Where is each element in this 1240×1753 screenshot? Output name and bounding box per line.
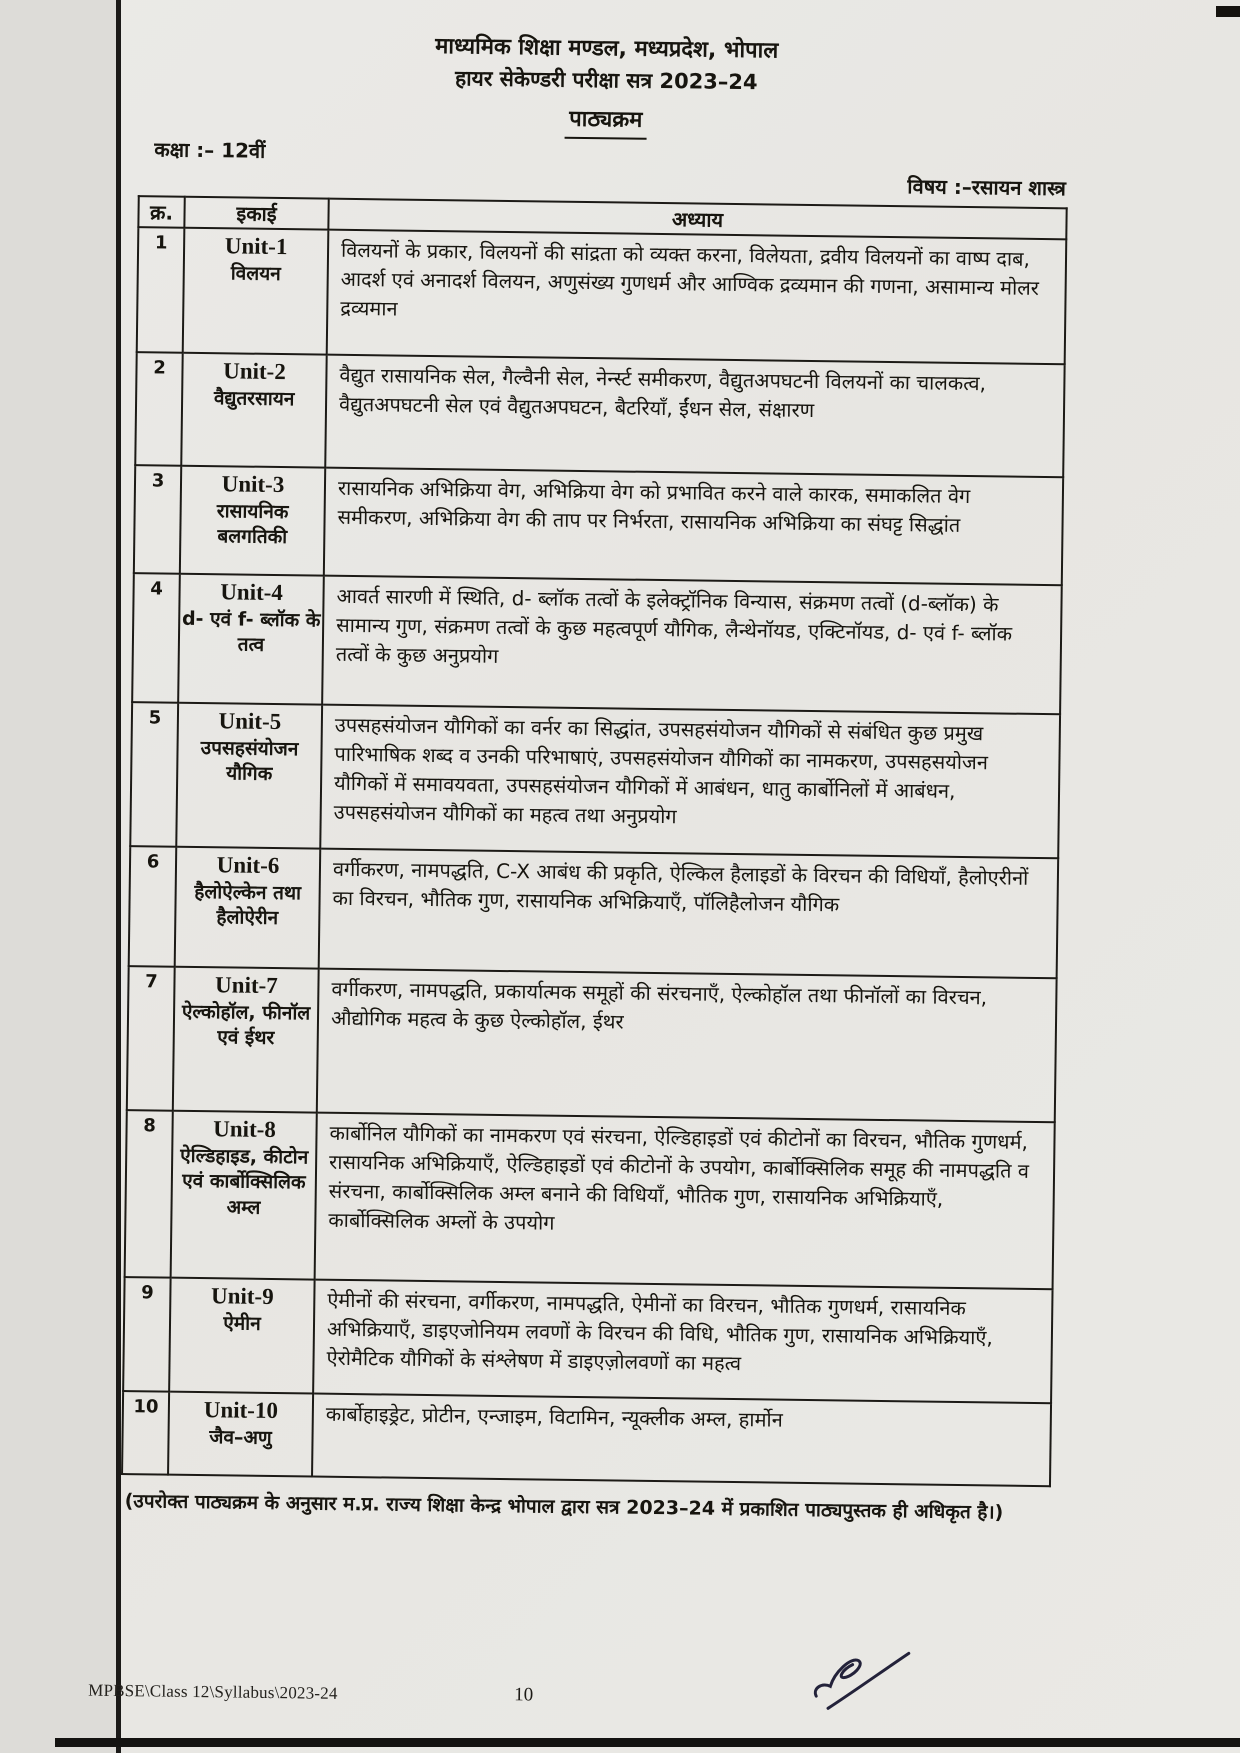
row-serial: 9 [123, 1277, 170, 1392]
row-serial: 7 [127, 966, 175, 1111]
authorization-note: (उपरोक्त पाठ्यक्रम के अनुसार म.प्र. राज्य शिक्षा केन्द्र भोपाल द्वारा सत्र 2023–24 में प्रकाशित पाठ्यपुस्तक ही अधिकृत है।) [124, 1489, 1004, 1524]
board-name: माध्यमिक शिक्षा मण्डल, मध्यप्रदेश, भोपाल [435, 34, 779, 64]
subject-label: विषय :–रसायन शास्त्र [907, 173, 1067, 200]
unit-name: विलयन [230, 261, 281, 285]
row-serial: 1 [137, 227, 185, 353]
unit-title: Unit-4 [220, 578, 284, 605]
document-content [88, 26, 1086, 1753]
row-unit [169, 1277, 314, 1393]
row-unit [171, 1110, 317, 1279]
document-reference: MPBSE\Class 12\Syllabus\2023-24 [88, 1680, 338, 1703]
row-unit [175, 846, 321, 968]
row-chapters: विलयनों के प्रकार, विलयनों की सांद्रता को व्यक्त करना, विलेयता, द्रवीय विलयनों का वाष्प दाब, आदर्श एवं अनादर्श विलयन, अणुसंख्य गुणधर्म और आण्विक द्रव्यमान की गणना, असामान्य मोलर द्रव्यमान [327, 229, 1067, 364]
unit-title: Unit-7 [214, 971, 278, 998]
row-chapters: उपसहसंयोजन यौगिकों का वर्नर का सिद्धांत, उपसहसंयोजन यौगिकों से संबंधित कुछ प्रमुख पारिभाषिक शब्द व उनकी परिभाषाएं, उपसहसंयोजन यौगिकों का नामकरण, उपसहसयोजन यौगिकों में समावयवता, उपसहसंयोजन यौगिकों में आबंधन, धातु कार्बोनिलों में आबंधन, उपसहसंयोजन यौगिकों का महत्व तथा अनुप्रयोग [320, 704, 1060, 858]
row-unit [183, 227, 329, 354]
page-title: पाठ्यक्रम [565, 102, 647, 139]
row-chapters: आवर्त सारणी में स्थिति, d- ब्लॉक तत्वों के इलेक्ट्रॉनिक विन्यास, संक्रमण तत्वों (d-ब्लॉक) के सामान्य गुण, संक्रमण तत्वों के कुछ महत्वपूर्ण यौगिक, लैन्थेनॉयड, एक्टिनॉयड, d- एवं f- ब्लॉक तत्वों के कुछ अनुप्रयोग [322, 575, 1062, 714]
exam-session: हायर सेकेण्डरी परीक्षा सत्र 2023–24 [454, 66, 758, 95]
row-chapters: ऐमीनों की संरचना, वर्गीकरण, नामपद्धति, ऐमीनों का विरचन, भौतिक गुणधर्म, रासायनिक अभिक्रियाएँ, डाइएजोनियम लवणों के विरचन की विधि, भौतिक गुण, रासायनिक अभिक्रियाएँ, ऐरोमैटिक यौगिकों के संश्लेषण में डाइएज़ोलवणों का महत्व [313, 1279, 1052, 1403]
table-row [135, 352, 1064, 477]
row-serial: 3 [134, 465, 181, 574]
unit-name: ऐमीन [223, 1311, 261, 1335]
row-chapters: कार्बोनिल यौगिकों का नामकरण एवं संरचना, ऐल्डिहाइडों एवं कीटोनों का विरचन, भौतिक गुणधर्म, रासायनिक अभिक्रियाएँ, ऐल्डिहाइडों एवं कीटोनों के उपयोग, कार्बोक्सिलिक समूह की नामपद्धति व संरचना, कार्बोक्सिलिक अम्ल बनाने की विधियाँ, भौतिक गुण, रासायनिक अभिक्रियाएँ, कार्बोक्सिलिक अम्लों के उपयोग [315, 1112, 1055, 1289]
unit-name: वैद्युतरसायन [213, 386, 295, 410]
table-row [122, 1391, 1051, 1486]
table-row [125, 1110, 1055, 1289]
row-serial: 6 [129, 846, 177, 967]
unit-title: Unit-6 [216, 851, 280, 878]
unit-name: d- एवं f- ब्लॉक के तत्व [181, 607, 321, 656]
column-header-unit: इकाई [184, 196, 328, 229]
scan-corner-mark [1216, 6, 1240, 17]
table-row [123, 1277, 1052, 1403]
unit-title: Unit-3 [221, 470, 285, 497]
row-chapters: रासायनिक अभिक्रिया वेग, अभिक्रिया वेग को प्रभावित करने वाले कारक, समाकलित वेग समीकरण, अभिक्रिया वेग की ताप पर निर्भरता, रासायनिक अभिक्रिया का संघट्ट सिद्धांत [324, 467, 1063, 585]
unit-name: हैलोऐल्केन तथा हैलोऐरीन [194, 880, 302, 930]
row-chapters: कार्बोहाइड्रेट, प्रोटीन, एन्जाइम, विटामिन, न्यूक्लीक अम्ल, हार्मोन [312, 1393, 1051, 1486]
unit-title: Unit-9 [210, 1282, 274, 1309]
scan-left-margin [0, 0, 116, 1753]
table-row [130, 702, 1060, 858]
unit-title: Unit-1 [224, 232, 288, 259]
page-number: 10 [514, 1683, 534, 1705]
table-row [127, 966, 1057, 1122]
row-serial: 4 [132, 573, 180, 703]
row-unit [176, 702, 322, 848]
row-serial: 10 [122, 1391, 169, 1475]
row-unit [168, 1391, 313, 1476]
unit-name: उपसहसंयोजन यौगिक [200, 736, 299, 786]
unit-name: ऐल्कोहॉल, फीनॉल एवं ईथर [181, 1000, 311, 1050]
unit-title: Unit-5 [218, 707, 282, 734]
row-serial: 8 [125, 1110, 173, 1278]
table-row [134, 465, 1063, 585]
row-serial: 2 [135, 352, 182, 466]
unit-name: जैव–अणु [209, 1425, 272, 1449]
row-chapters: वर्गीकरण, नामपद्धति, C-X आबंध की प्रकृति, ऐल्किल हैलाइडों के विरचन की विधियाँ, हैलोएरीनों का विरचन, भौतिक गुण, रासायनिक अभिक्रियाएँ, पॉलिहैलोजन यौगिक [319, 848, 1059, 978]
row-unit [173, 966, 319, 1112]
page-footer [88, 1650, 1065, 1753]
unit-title: Unit-10 [203, 1396, 279, 1423]
unit-name: रासायनिक बलगतिकी [216, 499, 289, 549]
row-unit [178, 573, 324, 704]
syllabus-table [121, 195, 1068, 1487]
row-unit [181, 352, 326, 467]
table-row [129, 846, 1058, 978]
unit-name: ऐल्डिहाइड, कीटोन एवं कार्बोक्सिलिक अम्ल [180, 1144, 309, 1219]
class-label: कक्षा :– 12वीं [154, 136, 266, 163]
unit-title: Unit-2 [223, 357, 286, 384]
table-row [137, 227, 1067, 364]
table-row [132, 573, 1062, 714]
row-unit [180, 465, 325, 575]
column-header-chapters: अध्याय [328, 198, 1066, 239]
document-header [127, 26, 1086, 145]
column-header-serial: क्र. [138, 196, 184, 228]
syllabus-table-body [122, 227, 1066, 1486]
signature [804, 1643, 925, 1723]
unit-title: Unit-8 [213, 1115, 277, 1142]
row-chapters: वर्गीकरण, नामपद्धति, प्रकार्यात्मक समूहों की संरचनाएँ, ऐल्कोहॉल तथा फीनॉलों का विरचन, औद्योगिक महत्व के कुछ ऐल्कोहॉल, ईथर [317, 968, 1057, 1122]
row-serial: 5 [130, 702, 178, 847]
row-chapters: वैद्युत रासायनिक सेल, गैल्वैनी सेल, नेर्न्स्ट समीकरण, वैद्युतअपघटनी विलयनों का चालकत्व, वैद्युतअपघटनी सेल एवं वैद्युतअपघटन, बैटरियाँ, ईंधन सेल, संक्षारण [325, 354, 1064, 477]
